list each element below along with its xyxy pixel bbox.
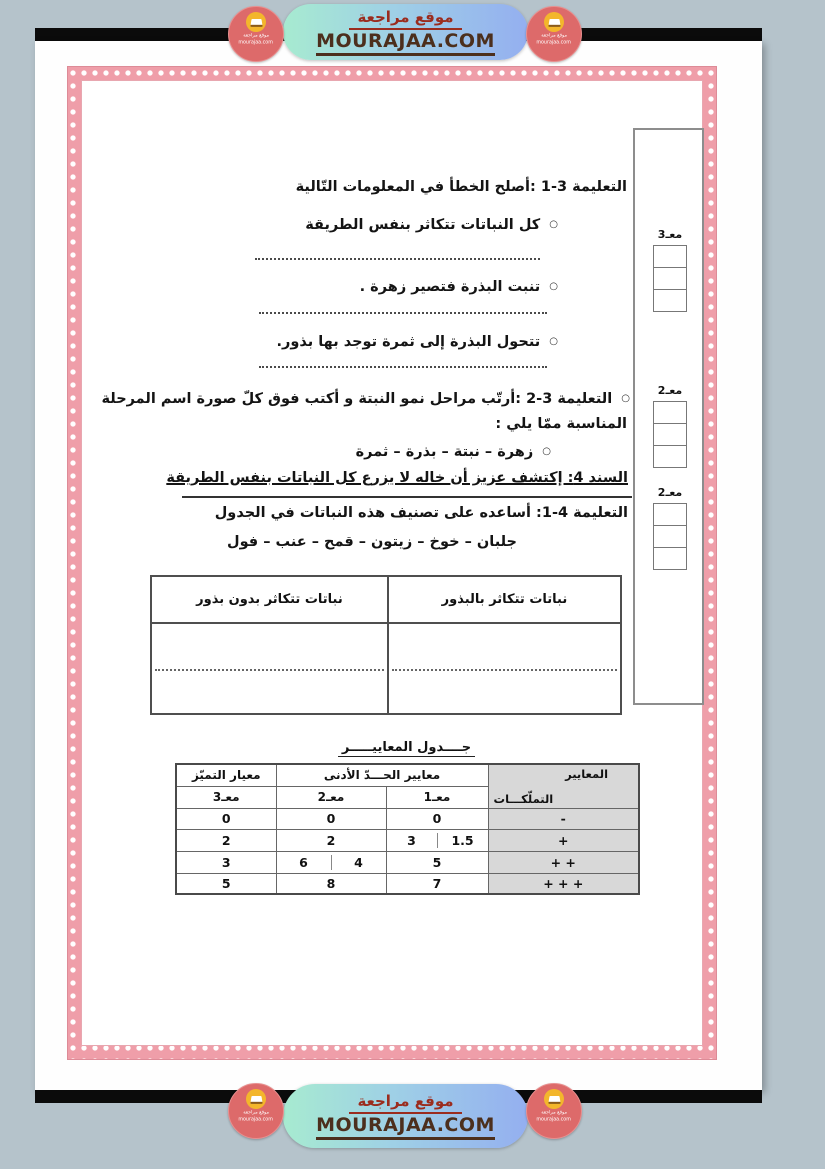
badge-caption-ar: موقع مراجعة bbox=[243, 32, 269, 39]
score-label: معـ2 bbox=[657, 486, 683, 499]
badge-caption-ar: موقع مراجعة bbox=[243, 1109, 269, 1116]
badge-caption-ar: موقع مراجعة bbox=[541, 1109, 567, 1116]
col-header-with-seeds: نباتات تتكاثر بالبذور bbox=[388, 576, 621, 623]
footer-banner bbox=[283, 1084, 528, 1148]
stage-options-line bbox=[356, 441, 551, 463]
instruction-text: التعليمة 3-2 :أرتّب مراحل نمو النبتة و أكتب فوق كلّ صورة اسم المرحلة bbox=[101, 391, 613, 407]
book-icon bbox=[548, 18, 560, 26]
header-acquisitions: التملّكـــات bbox=[493, 791, 554, 806]
options-text: زهرة – نبتة – بذرة – ثمرة bbox=[355, 444, 534, 460]
answer-dots-line bbox=[155, 669, 384, 671]
site-badge-right bbox=[526, 6, 582, 62]
answer-dots-line bbox=[259, 363, 547, 368]
col-header-without-seeds: نباتات تتكاثر بدون بذور bbox=[151, 576, 388, 623]
answer-dots-line bbox=[255, 255, 540, 260]
logo-circle-icon bbox=[246, 12, 266, 32]
site-badge-left bbox=[228, 1083, 284, 1139]
split-value-right: 1.5 bbox=[451, 832, 474, 848]
score-cell-m1-split bbox=[386, 829, 488, 851]
score-cell bbox=[654, 504, 686, 526]
score-cell bbox=[654, 548, 686, 569]
score-cell-m1: 0 bbox=[386, 808, 488, 829]
site-title-arabic[interactable]: موقع مراجعة bbox=[349, 8, 461, 30]
book-icon bbox=[250, 18, 262, 26]
header-minimum-criteria: معايير الحـــدّ الأدنى bbox=[276, 764, 488, 786]
header-criteria: المعايير bbox=[565, 767, 609, 781]
instruction-3-1-title: التعليمة 3-1 :أصلح الخطأ في المعلومات التّالية bbox=[295, 179, 627, 195]
statement-item bbox=[276, 331, 558, 353]
score-cell-m3: 3 bbox=[176, 851, 276, 873]
answer-dots-line bbox=[259, 309, 547, 314]
split-value-right: 4 bbox=[354, 854, 363, 870]
score-label: معـ2 bbox=[657, 384, 683, 397]
instruction-3-2-line2: المناسبة ممّا يلي : bbox=[495, 416, 627, 432]
instruction-3-2-line1 bbox=[102, 388, 631, 410]
site-title-arabic[interactable]: موقع مراجعة bbox=[349, 1092, 461, 1114]
separator-line bbox=[182, 496, 632, 498]
mark-cell: + + + bbox=[488, 873, 639, 894]
score-cell-m2: 8 bbox=[276, 873, 386, 894]
score-grid bbox=[653, 503, 687, 570]
answer-cell-without-seeds bbox=[151, 623, 388, 714]
col-header-m2: معـ2 bbox=[276, 786, 386, 808]
statement-text: تتحول البذرة إلى ثمرة توجد بها بذور. bbox=[276, 334, 541, 350]
criteria-table-title: جــــدول المعاييـــــر bbox=[175, 740, 638, 755]
score-cell bbox=[654, 268, 686, 290]
mark-cell: - bbox=[488, 808, 639, 829]
support-4-line: السند 4: إكتشف عزيز أن خاله لا يزرع كل النباتات بنفس الطريقة bbox=[166, 470, 628, 486]
col-header-m3: معـ3 bbox=[176, 786, 276, 808]
badge-caption-ar: موقع مراجعة bbox=[541, 32, 567, 39]
score-cell-m1: 7 bbox=[386, 873, 488, 894]
site-badge-left bbox=[228, 6, 284, 62]
logo-circle-icon bbox=[544, 12, 564, 32]
score-stack-1 bbox=[648, 228, 692, 312]
statement-item bbox=[360, 276, 558, 298]
score-stack-3 bbox=[648, 486, 692, 570]
instruction-4-1-title: التعليمة 4-1: أساعده على تصنيف هذه النباتات في الجدول bbox=[214, 505, 628, 521]
score-label: معـ3 bbox=[657, 228, 683, 241]
score-cell bbox=[654, 402, 686, 424]
score-cell bbox=[654, 290, 686, 311]
score-grid bbox=[653, 245, 687, 312]
circle-bullet-icon: ○ bbox=[549, 281, 558, 292]
statement-text: تنبت البذرة فتصير زهرة . bbox=[359, 279, 541, 295]
criteria-table bbox=[175, 763, 640, 895]
score-grid bbox=[653, 401, 687, 468]
criteria-corner-cell bbox=[488, 764, 639, 808]
badge-caption-url: mourajaa.com bbox=[536, 39, 572, 46]
split-value-left: 6 bbox=[276, 855, 331, 870]
mark-cell: + bbox=[488, 829, 639, 851]
answer-dots-line bbox=[392, 669, 617, 671]
header-excellence-criterion: معيار التميّز bbox=[176, 764, 276, 786]
plants-list-line: جلبان – خوخ – زيتون – قمح – عنب – فول bbox=[226, 534, 517, 550]
header-banner bbox=[283, 4, 528, 60]
badge-caption-url: mourajaa.com bbox=[238, 39, 274, 46]
badge-caption-url: mourajaa.com bbox=[536, 1116, 572, 1123]
book-icon bbox=[548, 1095, 560, 1103]
badge-caption-url: mourajaa.com bbox=[238, 1116, 274, 1123]
score-cell-m3: 2 bbox=[176, 829, 276, 851]
score-stack-2 bbox=[648, 384, 692, 468]
book-icon bbox=[250, 1095, 262, 1103]
site-url-link[interactable]: MOURAJAA.COM bbox=[316, 30, 495, 56]
score-cell-m2: 0 bbox=[276, 808, 386, 829]
circle-bullet-icon: ○ bbox=[549, 336, 558, 347]
score-cell bbox=[654, 446, 686, 467]
logo-circle-icon bbox=[246, 1089, 266, 1109]
score-cell bbox=[654, 424, 686, 446]
mark-cell: + + bbox=[488, 851, 639, 873]
answer-cell-with-seeds bbox=[388, 623, 621, 714]
score-cell-m3: 5 bbox=[176, 873, 276, 894]
logo-circle-icon bbox=[544, 1089, 564, 1109]
score-cell-m3: 0 bbox=[176, 808, 276, 829]
score-cell-m2: 2 bbox=[276, 829, 386, 851]
classification-table bbox=[150, 575, 622, 715]
score-cell bbox=[654, 526, 686, 548]
circle-bullet-icon: ○ bbox=[621, 393, 630, 404]
score-cell-m2-split bbox=[276, 851, 386, 873]
split-value-left: 3 bbox=[387, 833, 438, 848]
circle-bullet-icon: ○ bbox=[549, 219, 558, 230]
statement-item bbox=[305, 214, 558, 236]
col-header-m1: معـ1 bbox=[386, 786, 488, 808]
statement-text: كل النباتات تتكاثر بنفس الطريقة bbox=[305, 217, 541, 233]
site-badge-right bbox=[526, 1083, 582, 1139]
score-cell-m1: 5 bbox=[386, 851, 488, 873]
score-cell bbox=[654, 246, 686, 268]
site-url-link[interactable]: MOURAJAA.COM bbox=[316, 1114, 495, 1140]
circle-bullet-icon: ○ bbox=[542, 446, 551, 457]
